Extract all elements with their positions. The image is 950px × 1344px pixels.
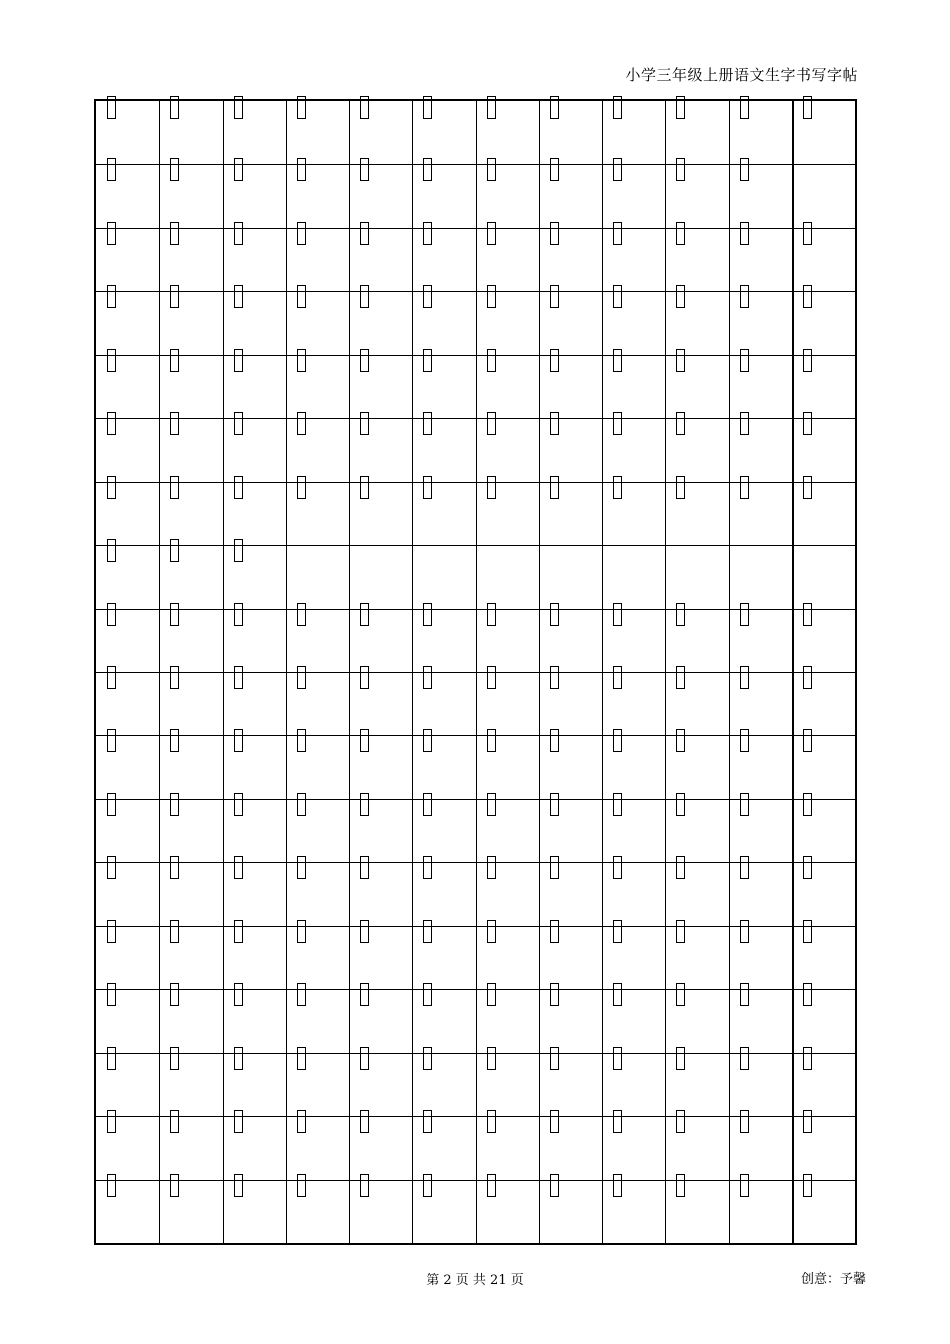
missing-character-glyph xyxy=(423,1047,432,1070)
missing-character-glyph xyxy=(170,856,179,879)
missing-character-glyph xyxy=(107,1110,116,1133)
missing-character-glyph xyxy=(423,412,432,435)
missing-character-glyph xyxy=(676,793,685,816)
missing-character-glyph xyxy=(740,476,749,499)
missing-character-glyph xyxy=(107,793,116,816)
missing-character-glyph xyxy=(107,412,116,435)
missing-character-glyph xyxy=(550,349,559,372)
missing-character-glyph xyxy=(487,856,496,879)
missing-character-glyph xyxy=(107,729,116,752)
missing-character-glyph xyxy=(297,603,306,626)
missing-character-glyph xyxy=(234,158,243,181)
missing-character-glyph xyxy=(740,793,749,816)
missing-character-glyph xyxy=(170,920,179,943)
missing-character-glyph xyxy=(234,476,243,499)
missing-character-glyph xyxy=(360,856,369,879)
missing-character-glyph xyxy=(803,222,812,245)
missing-character-glyph xyxy=(170,1047,179,1070)
missing-character-glyph xyxy=(740,729,749,752)
missing-character-glyph xyxy=(170,349,179,372)
missing-character-glyph xyxy=(613,1047,622,1070)
missing-character-glyph xyxy=(550,222,559,245)
missing-character-glyph xyxy=(676,1174,685,1197)
missing-character-glyph xyxy=(487,476,496,499)
missing-character-glyph xyxy=(170,539,179,562)
missing-character-glyph xyxy=(423,349,432,372)
missing-character-glyph xyxy=(613,285,622,308)
missing-character-glyph xyxy=(360,349,369,372)
missing-character-glyph xyxy=(360,793,369,816)
missing-character-glyph xyxy=(676,603,685,626)
missing-character-glyph xyxy=(487,285,496,308)
missing-character-glyph xyxy=(613,1174,622,1197)
missing-character-glyph xyxy=(360,285,369,308)
missing-character-glyph xyxy=(107,222,116,245)
missing-character-glyph xyxy=(360,1110,369,1133)
missing-character-glyph xyxy=(487,412,496,435)
missing-character-glyph xyxy=(170,222,179,245)
missing-character-glyph xyxy=(803,729,812,752)
missing-character-glyph xyxy=(550,158,559,181)
missing-character-glyph xyxy=(234,1174,243,1197)
missing-character-glyph xyxy=(676,285,685,308)
missing-character-glyph xyxy=(487,793,496,816)
missing-character-glyph xyxy=(297,983,306,1006)
missing-character-glyph xyxy=(487,1047,496,1070)
missing-character-glyph xyxy=(550,1047,559,1070)
missing-character-glyph xyxy=(423,158,432,181)
missing-character-glyph xyxy=(423,729,432,752)
missing-character-glyph xyxy=(170,1110,179,1133)
missing-character-glyph xyxy=(423,285,432,308)
missing-character-glyph xyxy=(297,158,306,181)
missing-character-glyph xyxy=(170,666,179,689)
missing-character-glyph xyxy=(803,1110,812,1133)
missing-character-glyph xyxy=(234,222,243,245)
missing-character-glyph xyxy=(613,96,622,119)
missing-character-glyph xyxy=(297,920,306,943)
missing-character-glyph xyxy=(360,1047,369,1070)
missing-character-glyph xyxy=(803,476,812,499)
missing-character-glyph xyxy=(234,96,243,119)
writing-grid xyxy=(94,99,857,1245)
missing-character-glyph xyxy=(170,412,179,435)
missing-character-glyph xyxy=(360,920,369,943)
missing-character-glyph xyxy=(676,666,685,689)
missing-character-glyph xyxy=(676,856,685,879)
missing-character-glyph xyxy=(803,349,812,372)
missing-character-glyph xyxy=(613,222,622,245)
missing-character-glyph xyxy=(550,96,559,119)
missing-character-glyph xyxy=(676,412,685,435)
missing-character-glyph xyxy=(423,666,432,689)
missing-character-glyph xyxy=(170,285,179,308)
missing-character-glyph xyxy=(550,476,559,499)
missing-character-glyph xyxy=(550,729,559,752)
missing-character-glyph xyxy=(740,856,749,879)
missing-character-glyph xyxy=(740,1174,749,1197)
missing-character-glyph xyxy=(234,1110,243,1133)
missing-character-glyph xyxy=(107,603,116,626)
missing-character-glyph xyxy=(740,1047,749,1070)
missing-character-glyph xyxy=(423,793,432,816)
missing-character-glyph xyxy=(676,729,685,752)
missing-character-glyph xyxy=(297,285,306,308)
missing-character-glyph xyxy=(170,476,179,499)
missing-character-glyph xyxy=(676,158,685,181)
missing-character-glyph xyxy=(803,96,812,119)
missing-character-glyph xyxy=(297,412,306,435)
missing-character-glyph xyxy=(107,476,116,499)
missing-character-glyph xyxy=(423,222,432,245)
missing-character-glyph xyxy=(550,793,559,816)
missing-character-glyph xyxy=(613,1110,622,1133)
missing-character-glyph xyxy=(423,1110,432,1133)
missing-character-glyph xyxy=(297,793,306,816)
missing-character-glyph xyxy=(550,412,559,435)
missing-character-glyph xyxy=(423,96,432,119)
missing-character-glyph xyxy=(487,983,496,1006)
missing-character-glyph xyxy=(740,222,749,245)
missing-character-glyph xyxy=(107,1174,116,1197)
missing-character-glyph xyxy=(360,729,369,752)
missing-character-glyph xyxy=(676,1110,685,1133)
missing-character-glyph xyxy=(297,222,306,245)
missing-character-glyph xyxy=(170,729,179,752)
missing-character-glyph xyxy=(613,476,622,499)
missing-character-glyph xyxy=(550,666,559,689)
missing-character-glyph xyxy=(170,96,179,119)
missing-character-glyph xyxy=(550,1174,559,1197)
missing-character-glyph xyxy=(740,666,749,689)
missing-character-glyph xyxy=(297,96,306,119)
missing-character-glyph xyxy=(803,666,812,689)
missing-character-glyph xyxy=(297,349,306,372)
missing-character-glyph xyxy=(297,1110,306,1133)
missing-character-glyph xyxy=(740,412,749,435)
missing-character-glyph xyxy=(613,856,622,879)
missing-character-glyph xyxy=(740,920,749,943)
missing-character-glyph xyxy=(487,920,496,943)
missing-character-glyph xyxy=(234,983,243,1006)
missing-character-glyph xyxy=(107,920,116,943)
missing-character-glyph xyxy=(107,856,116,879)
missing-character-glyph xyxy=(297,856,306,879)
missing-character-glyph xyxy=(487,1110,496,1133)
missing-character-glyph xyxy=(107,349,116,372)
missing-character-glyph xyxy=(107,285,116,308)
missing-character-glyph xyxy=(234,349,243,372)
missing-character-glyph xyxy=(487,1174,496,1197)
missing-character-glyph xyxy=(360,1174,369,1197)
missing-character-glyph xyxy=(107,983,116,1006)
missing-character-glyph xyxy=(487,158,496,181)
missing-character-glyph xyxy=(487,603,496,626)
missing-character-glyph xyxy=(234,539,243,562)
missing-character-glyph xyxy=(740,96,749,119)
missing-character-glyph xyxy=(297,476,306,499)
missing-character-glyph xyxy=(360,603,369,626)
missing-character-glyph xyxy=(740,603,749,626)
missing-character-glyph xyxy=(676,920,685,943)
missing-character-glyph xyxy=(803,603,812,626)
missing-character-glyph xyxy=(613,603,622,626)
missing-character-glyph xyxy=(170,793,179,816)
grid-row-line xyxy=(96,545,855,546)
missing-character-glyph xyxy=(613,920,622,943)
missing-character-glyph xyxy=(360,412,369,435)
missing-character-glyph xyxy=(487,729,496,752)
missing-character-glyph xyxy=(613,349,622,372)
missing-character-glyph xyxy=(297,1047,306,1070)
missing-character-glyph xyxy=(676,476,685,499)
missing-character-glyph xyxy=(740,158,749,181)
missing-character-glyph xyxy=(107,1047,116,1070)
page-number: 第 2 页 共 21 页 xyxy=(426,1273,524,1288)
missing-character-glyph xyxy=(740,1110,749,1133)
missing-character-glyph xyxy=(550,920,559,943)
missing-character-glyph xyxy=(740,285,749,308)
missing-character-glyph xyxy=(676,96,685,119)
missing-character-glyph xyxy=(234,856,243,879)
missing-character-glyph xyxy=(234,793,243,816)
missing-character-glyph xyxy=(550,1110,559,1133)
missing-character-glyph xyxy=(423,1174,432,1197)
missing-character-glyph xyxy=(613,412,622,435)
missing-character-glyph xyxy=(423,983,432,1006)
missing-character-glyph xyxy=(360,476,369,499)
missing-character-glyph xyxy=(613,158,622,181)
missing-character-glyph xyxy=(234,666,243,689)
missing-character-glyph xyxy=(676,222,685,245)
missing-character-glyph xyxy=(107,96,116,119)
missing-character-glyph xyxy=(234,1047,243,1070)
missing-character-glyph xyxy=(170,1174,179,1197)
missing-character-glyph xyxy=(360,158,369,181)
missing-character-glyph xyxy=(550,285,559,308)
missing-character-glyph xyxy=(487,349,496,372)
missing-character-glyph xyxy=(803,1047,812,1070)
missing-character-glyph xyxy=(803,285,812,308)
document-title: 小学三年级上册语文生字书写字帖 xyxy=(625,66,858,84)
missing-character-glyph xyxy=(550,856,559,879)
missing-character-glyph xyxy=(487,222,496,245)
missing-character-glyph xyxy=(487,666,496,689)
missing-character-glyph xyxy=(740,983,749,1006)
missing-character-glyph xyxy=(107,539,116,562)
missing-character-glyph xyxy=(803,412,812,435)
missing-character-glyph xyxy=(613,983,622,1006)
missing-character-glyph xyxy=(423,856,432,879)
missing-character-glyph xyxy=(550,603,559,626)
missing-character-glyph xyxy=(297,1174,306,1197)
missing-character-glyph xyxy=(297,729,306,752)
missing-character-glyph xyxy=(803,856,812,879)
missing-character-glyph xyxy=(803,793,812,816)
missing-character-glyph xyxy=(360,96,369,119)
missing-character-glyph xyxy=(803,920,812,943)
missing-character-glyph xyxy=(676,1047,685,1070)
missing-character-glyph xyxy=(676,983,685,1006)
missing-character-glyph xyxy=(740,349,749,372)
missing-character-glyph xyxy=(170,158,179,181)
missing-character-glyph xyxy=(360,666,369,689)
missing-character-glyph xyxy=(360,983,369,1006)
missing-character-glyph xyxy=(487,96,496,119)
missing-character-glyph xyxy=(170,603,179,626)
missing-character-glyph xyxy=(360,222,369,245)
missing-character-glyph xyxy=(107,158,116,181)
missing-character-glyph xyxy=(423,476,432,499)
missing-character-glyph xyxy=(613,729,622,752)
missing-character-glyph xyxy=(234,729,243,752)
missing-character-glyph xyxy=(676,349,685,372)
missing-character-glyph xyxy=(423,603,432,626)
missing-character-glyph xyxy=(234,285,243,308)
missing-character-glyph xyxy=(613,666,622,689)
missing-character-glyph xyxy=(234,603,243,626)
missing-character-glyph xyxy=(803,983,812,1006)
missing-character-glyph xyxy=(107,666,116,689)
missing-character-glyph xyxy=(170,983,179,1006)
credit-text: 创意：予馨 xyxy=(800,1272,866,1287)
missing-character-glyph xyxy=(613,793,622,816)
missing-character-glyph xyxy=(234,412,243,435)
missing-character-glyph xyxy=(550,983,559,1006)
missing-character-glyph xyxy=(297,666,306,689)
missing-character-glyph xyxy=(234,920,243,943)
missing-character-glyph xyxy=(423,920,432,943)
missing-character-glyph xyxy=(803,1174,812,1197)
